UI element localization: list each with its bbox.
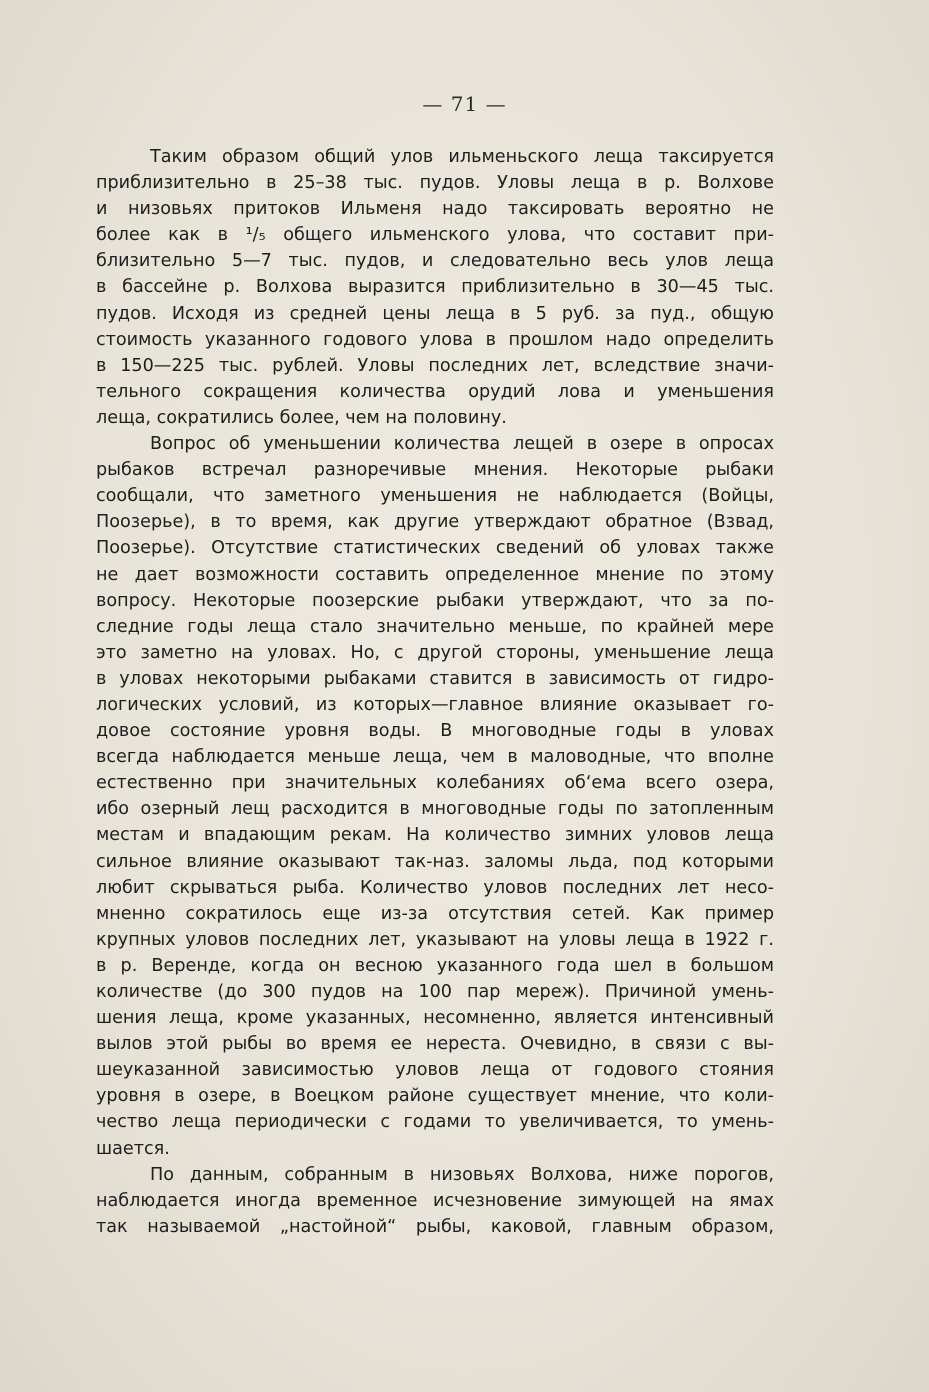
text-line: шения леща, кроме указанных, несомненно, является интенсивный <box>96 1008 774 1029</box>
text-line: не дает возможности составить определенное мнение по этому <box>96 564 774 585</box>
text-line: леща, сократились более, чем на половину. <box>96 407 507 428</box>
text-line: в р. Веренде, когда он весною указанного года шел в большом <box>96 955 774 976</box>
text-line: всегда наблюдается меньше леща, чем в маловодные, что вполне <box>96 747 774 768</box>
text-line: мненно сократилось еще из-за отсутствия сетей. Как пример <box>96 903 774 924</box>
text-line: крупных уловов последних лет, указывают на уловы леща в 1922 г. <box>96 929 774 950</box>
text-line: Поозерье), в то время, как другие утверждают обратное (Взвад, <box>96 512 774 533</box>
text-line: пудов. Исходя из средней цены леща в 5 руб. за пуд., общую <box>96 303 774 324</box>
text-line: и низовьях притоков Ильменя надо таксировать вероятно не <box>96 199 774 220</box>
text-line: ибо озерный лещ расходится в многоводные годы по затопленным <box>96 799 774 820</box>
text-line: шается. <box>96 1138 170 1159</box>
text-line: так называемой „настойной“ рыбы, каковой, главным образом, <box>96 1216 774 1237</box>
body-text <box>96 144 774 1240</box>
text-line: местам и впадающим рекам. На количество зимних уловов леща <box>96 825 774 846</box>
paragraph-1 <box>96 144 774 431</box>
text-line: в 150—225 тыс. рублей. Уловы последних лет, вследствие значи- <box>96 355 774 376</box>
paragraph-2 <box>96 431 774 1162</box>
text-line: логических условий, из которых—главное влияние оказывает го- <box>96 694 774 715</box>
text-line: это заметно на уловах. Но, с другой стороны, уменьшение леща <box>96 642 774 663</box>
page-number: — 71 — <box>422 92 507 116</box>
text-line: рыбаков встречал разноречивые мнения. Некоторые рыбаки <box>96 460 774 481</box>
text-line: Поозерье). Отсутствие статистических сведений об уловах также <box>96 538 774 559</box>
text-line: близительно 5—7 тыс. пудов, и следовательно весь улов леща <box>96 251 774 272</box>
text-line: тельного сокращения количества орудий лова и уменьшения <box>96 381 774 402</box>
text-line: шеуказанной зависимостью уловов леща от годового стояния <box>96 1060 774 1081</box>
text-line: сообщали, что заметного уменьшения не наблюдается (Войцы, <box>96 486 774 507</box>
text-line: По данным, собранным в низовьях Волхова, ниже порогов, <box>150 1164 774 1185</box>
text-line: в бассейне р. Волхова выразится приблизительно в 30—45 тыс. <box>96 277 774 298</box>
text-line: Вопрос об уменьшении количества лещей в озере в опросах <box>150 434 774 455</box>
text-line: стоимость указанного годового улова в прошлом надо определить <box>96 329 774 350</box>
text-line: вылов этой рыбы во время ее нереста. Очевидно, в связи с вы- <box>96 1034 774 1055</box>
text-line: уровня в озере, в Воецком районе существует мнение, что коли- <box>96 1086 774 1107</box>
text-line: довое состояние уровня воды. В многоводные годы в уловах <box>96 721 774 742</box>
text-line: Таким образом общий улов ильменьского леща таксируется <box>150 147 774 167</box>
paragraph-3 <box>96 1162 774 1240</box>
text-line: наблюдается иногда временное исчезновение зимующей на ямах <box>96 1190 774 1211</box>
text-line: вопросу. Некоторые поозерские рыбаки утверждают, что за по- <box>96 590 774 611</box>
text-line: следние годы леща стало значительно меньше, по крайней мере <box>96 616 774 637</box>
text-line: любит скрываться рыба. Количество уловов последних лет несо- <box>96 877 774 898</box>
text-line: более как в ¹/₅ общего ильменского улова, что составит при- <box>96 225 774 246</box>
text-line: количестве (до 300 пудов на 100 пар мереж). Причиной умень- <box>96 982 774 1002</box>
text-line: сильное влияние оказывают так-наз. заломы льда, под которыми <box>96 851 774 872</box>
text-line: чество леща периодически с годами то увеличивается, то умень- <box>96 1112 774 1133</box>
text-line: естественно при значительных колебаниях об‘ема всего озера, <box>96 773 774 794</box>
text-line: приблизительно в 25–38 тыс. пудов. Уловы леща в р. Волхове <box>96 173 774 194</box>
text-line: в уловах некоторыми рыбаками ставится в зависимость от гидро- <box>96 668 774 689</box>
